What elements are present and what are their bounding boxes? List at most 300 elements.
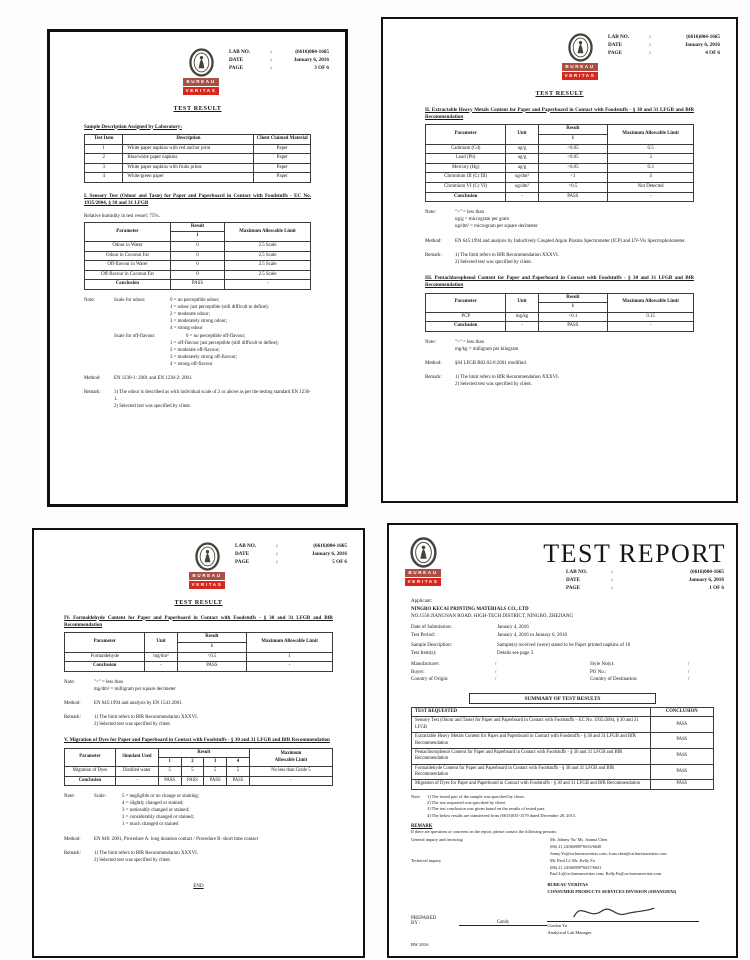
colon: :: [270, 57, 272, 64]
contact-technical-label: Technical inquiry: [411, 857, 442, 863]
scale-label: Scale:: [94, 794, 106, 800]
lab-info: [566, 569, 726, 592]
applicant-block: [411, 598, 714, 621]
header-cell: Client Claimed Material: [254, 134, 311, 144]
cell: -: [506, 322, 538, 332]
cell: PASS: [538, 192, 608, 202]
cell: 0: [170, 270, 224, 280]
remark-block: [64, 714, 333, 728]
info-label: Date of Submission:: [411, 624, 452, 630]
header-cell: Parameter: [426, 125, 506, 144]
cell: <0.5: [177, 652, 247, 662]
page-value: 3 OF 6: [314, 65, 329, 72]
cell: <0.05: [538, 163, 608, 173]
cell: PASS: [181, 776, 204, 785]
method-block: [425, 238, 694, 245]
table-row: [85, 154, 311, 164]
note-line: ug/dm² = microgram per square decimeter: [455, 224, 538, 230]
cell: -: [506, 192, 538, 202]
logo-bureau-box: BUREAU: [183, 78, 219, 86]
logo-veritas-box: VERITAS: [562, 72, 598, 80]
cell: ug/dm²: [506, 173, 538, 183]
scale-line: 0 = no perceptible odour;: [170, 298, 220, 303]
cell: White paper napkins with fruits prints: [123, 163, 254, 173]
header-cell: 1: [170, 232, 224, 242]
header-cell: Description: [123, 134, 254, 144]
note-block: [64, 679, 333, 693]
note-line: mg/kg = milligram per kilogram: [455, 347, 519, 353]
doc-code: RW 2016: [411, 942, 429, 948]
table-row: [412, 780, 714, 789]
signature-area: [411, 882, 714, 947]
remark-body: [455, 252, 694, 266]
offflavour-scale: [114, 333, 311, 369]
remark-label: Remark:: [425, 375, 442, 381]
note-block: [425, 209, 694, 230]
table-row: [426, 144, 694, 154]
scale-line: 3 = moderately strong odour;: [170, 319, 228, 325]
table-row: [426, 312, 694, 322]
method-block: [84, 375, 311, 382]
contact-line: Mr. Paul Li/ Ms. Kelly Fu: [549, 857, 595, 863]
colon: :: [611, 569, 613, 575]
cell: 0: [170, 261, 224, 271]
cell: Paper: [254, 173, 311, 183]
note-block: [411, 794, 714, 820]
method-block: [64, 836, 333, 843]
scale-line: 4 = slightly changed or stained;: [122, 801, 184, 807]
page-value: 5 OF 6: [332, 559, 347, 566]
cell: Blue/white paper napkins: [123, 154, 254, 164]
date-label: DATE: [566, 576, 581, 583]
bureau-veritas-emblem: [189, 48, 214, 77]
page-body: [383, 90, 736, 389]
conclusion-row: [85, 280, 311, 290]
cell: PASS: [170, 280, 224, 290]
table-header-row: [85, 222, 311, 232]
date-label: DATE: [608, 42, 623, 49]
section-5-heading: V. Migration of Dyes for Paper and Paperboard in Contact with Foodstuffs - § 30 and 31 LFGB and BfR Recommendation: [64, 737, 330, 744]
cell: mg/dm²: [145, 652, 177, 662]
report-page-5of6: [32, 528, 365, 958]
scale-line: 3 = noticeably changed or stained;: [122, 808, 190, 814]
header-cell: Result: [538, 293, 608, 303]
remark-line: 1) The limit refers to BfR Recommendation XXXVI.: [94, 850, 198, 856]
prepared-by-row: [411, 916, 547, 926]
colon: :: [649, 42, 651, 49]
page-title: TEST RESULT: [174, 598, 223, 606]
pair-value: /: [495, 669, 497, 675]
contact-line: Mr. Johnny Yu/ Ms. Joanna Chen: [549, 837, 608, 843]
header-cell: CONCLUSION: [650, 708, 713, 717]
cell: <0.5: [538, 182, 608, 192]
page-header: [389, 525, 736, 592]
heavy-metals-table: [425, 124, 694, 202]
note-label: Note:: [84, 298, 95, 303]
cell: 5: [204, 767, 227, 776]
cell: 3: [608, 154, 694, 164]
cell: Off-flavour in Water: [85, 261, 171, 271]
submission-info: [411, 624, 714, 640]
cell: -: [249, 776, 332, 785]
date-row: [566, 577, 724, 585]
method-label: Method:: [425, 361, 442, 367]
cell: Chromium VI (Cr VI): [426, 182, 506, 192]
lab-no-row: [608, 33, 720, 41]
table-row: [65, 767, 333, 776]
logo-veritas-box: VERITAS: [183, 87, 219, 95]
dye-scale: [94, 793, 333, 829]
note-block: [64, 793, 333, 829]
cell: Formaldehyde Content for Paper and Paperboard in Contact with Foodstuffs - § 30 and 31 LFGB and BfR Recommendation: [412, 764, 651, 780]
cell: PASS: [650, 733, 713, 749]
date-value: January 6, 2016: [293, 57, 329, 64]
pair-value: /: [688, 661, 690, 667]
header-cell: 1: [158, 758, 181, 767]
cell: PASS: [538, 322, 608, 332]
scale-line: 4 = strong odour: [170, 326, 203, 332]
colon: :: [270, 65, 272, 72]
cell: PASS: [650, 748, 713, 764]
remark-label: Remark:: [84, 390, 101, 396]
header-cell: 1: [177, 642, 247, 652]
table-header-row: [65, 633, 333, 643]
header-cell: Parameter: [65, 633, 145, 652]
bureau-veritas-logo: [189, 542, 225, 589]
cell: 5: [181, 767, 204, 776]
applicant-label: Applicant:: [411, 599, 433, 605]
remark-line: 1) The odour is described as with individual scale of 2 or above as per the testing standard EN 1230-1.: [114, 390, 311, 403]
cell: <0.05: [538, 144, 608, 154]
pair-value: /: [688, 669, 690, 675]
scale-line: 5 = negligible or no change or staining;: [122, 794, 200, 800]
contact-general-label: General inquiry and invoicing: [411, 837, 463, 843]
lab-no-row: [566, 569, 724, 577]
colon: :: [649, 50, 651, 57]
date-row: [235, 550, 347, 558]
table-header-row: [412, 708, 714, 717]
header-cell: Result: [177, 633, 247, 643]
lab-no-label: LAB NO.: [235, 543, 257, 549]
bureau-veritas-logo: [405, 537, 441, 592]
cell: mg/kg: [506, 312, 538, 322]
sensory-result-table: [84, 222, 311, 290]
cell: ug/g: [506, 144, 538, 154]
method-text: EN 645:1994 and analysis by Inductively Coupled Argon Plasma Spectrometer (ICP) and UV-Vis Spectrophotometer.: [455, 238, 686, 244]
note-body: [427, 794, 714, 820]
section-3-heading: III. Pentachlorophenol Content for Paper and Paperboard in Contact with Foodstuffs - § 30 and 31 LFGB and BfR Recommendation: [425, 274, 694, 289]
remark-line: 2) Selected test was specified by client.: [455, 259, 533, 265]
cell: -: [608, 192, 694, 202]
bureau-veritas-emblem: [410, 537, 437, 568]
cell: Extractable Heavy Metals Content for Paper and Paperboard in Contact with Foodstuffs - § 30 and 31 LFGB and BfR Recommendation: [412, 733, 651, 749]
remark-line: 1) The limit refers to BfR Recommendation XXXVI.: [455, 375, 559, 381]
table-row: [85, 163, 311, 173]
date-value: January 6, 2016: [311, 551, 347, 558]
cell: 1: [85, 144, 123, 154]
header-cell: 1: [538, 303, 608, 313]
signer-block: [547, 882, 714, 947]
remark-body: [455, 374, 694, 388]
header-cell: Result: [158, 748, 249, 757]
pcp-table: [425, 293, 694, 332]
sample-info: [411, 642, 714, 658]
remark-label: Remark:: [64, 715, 81, 721]
division-line: BUREAU VERITAS: [547, 882, 588, 888]
cell: 2: [85, 154, 123, 164]
table-row: [85, 270, 311, 280]
cell: Paper: [254, 144, 311, 154]
remark-line: If there are questions or concerns on the report, please contact the following persons:: [411, 829, 558, 835]
cell: Migration of Dyes for Paper and Paperboard in Contact with Foodstuffs - § 30 and 31 LFGB and BfR Recommendation: [412, 780, 651, 789]
cell: Paper: [254, 163, 311, 173]
page-value: 4 OF 6: [705, 50, 720, 57]
cell: Off-flavour in Coconut Fat: [85, 270, 171, 280]
cell: 2.5 Scale: [225, 251, 311, 261]
cell: Conclusion: [426, 192, 506, 202]
header-cell: Result: [170, 222, 224, 232]
remark-line: 2) Selected test was specified by client.: [114, 404, 192, 410]
cell: Migration of Dyes: [65, 767, 116, 776]
remark-block: [425, 252, 694, 266]
logo-bureau-box: BUREAU: [189, 572, 225, 580]
cell: -: [225, 280, 311, 290]
method-text: EN 646: 2001, Procedure A: long duration contact / Procedure B: short time contact: [94, 836, 259, 842]
lab-no-row: [229, 48, 329, 56]
remark-line: 2) Selected test was specified by client.: [94, 857, 172, 863]
section-1-heading: I. Sensory Test (Odour and Taste) for Paper and Paperboard in Contact with Foodstuffs - EC No. 1935/2004, § 30 and 31 LFGB: [84, 192, 311, 207]
header-cell: Maximum Allowable Limit: [225, 222, 311, 241]
header-cell: Maximum Allowable Limit: [608, 125, 694, 144]
page-row: [229, 64, 329, 72]
colon: :: [276, 551, 278, 558]
cell: Chromium III (Cr III): [426, 173, 506, 183]
date-label: DATE: [229, 57, 244, 64]
method-block: [425, 360, 694, 367]
table-row: [426, 163, 694, 173]
info-label: Sample Description:: [411, 643, 452, 649]
trade-info: [411, 661, 714, 684]
date-row: [229, 56, 329, 64]
cell: Odour in Coconut Fat: [85, 251, 171, 261]
remark-line: 1) The limit refers to BfR Recommendation XXXVI.: [455, 252, 559, 258]
cell: Cadmium (Cd): [426, 144, 506, 154]
cell: ug/g: [506, 163, 538, 173]
table-header-row: [426, 125, 694, 135]
remark-body: [114, 389, 311, 410]
page-body: [34, 599, 363, 889]
note-label: Note:: [411, 793, 421, 799]
pair-label: PO No.:: [590, 669, 607, 675]
header-cell: Maximum Allowable Limit: [247, 633, 333, 652]
date-label: DATE: [235, 551, 250, 558]
sample-description-table: [84, 134, 311, 183]
logo-veritas-box: VERITAS: [405, 578, 441, 586]
page-label: PAGE: [608, 50, 623, 57]
colon: :: [276, 559, 278, 566]
cell: 0.5: [608, 144, 694, 154]
pair-row: [411, 661, 714, 669]
table-row: [412, 733, 714, 749]
remark-line: 1) The limit refers to BfR Recommendation XXXVI.: [94, 715, 198, 721]
info-value: Sample(s) received (were) stated to be Paper printed napkins of 16: [497, 643, 631, 649]
contacts-block: [411, 837, 714, 878]
info-row: [411, 650, 714, 658]
contact-general-lines: [550, 837, 714, 858]
prepared-by-name: Candy: [459, 920, 548, 926]
cell: ug/dm²: [506, 182, 538, 192]
cell: PASS: [204, 776, 227, 785]
pair-label: Country of Origin:: [411, 677, 449, 683]
contact-line: (86) 21 24166888*6037/6841: [549, 864, 602, 870]
info-row: [411, 632, 714, 640]
cell: 2.5 Scale: [225, 241, 311, 251]
header-cell: Unit: [506, 125, 538, 144]
header-cell: Test Item: [85, 134, 123, 144]
cell: 3: [85, 163, 123, 173]
lab-info: [229, 48, 329, 72]
cell: 5: [158, 767, 181, 776]
note-body: [455, 339, 694, 353]
division-line: CONSUMER PRODUCTS SERVICES DIVISION (SHANGHAI): [547, 889, 677, 895]
summary-title: SUMMARY OF TEST RESULTS: [469, 693, 657, 704]
method-text: §64 LFGB B82.02-8:2001 modified.: [455, 361, 527, 367]
method-label: Method:: [64, 836, 81, 842]
header-cell: Parameter: [85, 222, 171, 241]
contact-technical-lines: [550, 858, 714, 879]
applicant-name: NINGBO KECAI PRINTING MATERIALS CO., LTD: [411, 606, 529, 612]
note-label: Note:: [64, 679, 75, 685]
signer-name: Gordon Yu: [547, 923, 568, 929]
table-row: [85, 241, 311, 251]
pair-row: [411, 676, 714, 684]
remark-label: Remark:: [425, 252, 442, 258]
method-text: EN 1230-1: 2001 and EN 1230-2: 2001.: [114, 376, 193, 382]
note-line: mg/dm² = milligram per square decimeter: [94, 686, 176, 692]
cell: Odour in Water: [85, 241, 171, 251]
lab-no-value: (6616)004-1665: [295, 49, 329, 55]
pair-row: [411, 669, 714, 677]
table-row: [85, 144, 311, 154]
header-cell: 2: [181, 758, 204, 767]
report-page-3of6: [47, 29, 348, 507]
note-block: [84, 297, 311, 368]
colon: :: [611, 584, 613, 591]
header-right: [441, 535, 726, 592]
remark-body: [94, 850, 333, 864]
cell: 0.3: [608, 163, 694, 173]
info-value: January 4, 2016: [497, 624, 529, 630]
header-cell: 4: [227, 758, 250, 767]
cell: 0: [170, 241, 224, 251]
scale-line: 0 = no perceptible off-flavour;: [186, 333, 246, 339]
pair-label: Style No(s):: [590, 661, 615, 667]
cell: 2.5 Scale: [225, 270, 311, 280]
note-label: Note:: [425, 340, 436, 346]
remark-block: [425, 374, 694, 388]
method-label: Method:: [425, 238, 442, 244]
note-body: [455, 209, 694, 230]
page-row: [235, 558, 347, 566]
signer-identity: [547, 922, 714, 937]
remark-label: Remark:: [64, 850, 81, 856]
cell: PASS: [158, 776, 181, 785]
bureau-veritas-logo: [183, 48, 219, 95]
cell: White/green paper: [123, 173, 254, 183]
bureau-veritas-emblem: [195, 542, 220, 571]
table-row: [426, 173, 694, 183]
odour-scale-label: Scale for odour:: [114, 298, 146, 303]
sample-description-heading: Sample Description Assigned by Laboratory:: [84, 123, 182, 130]
table-row: [85, 261, 311, 271]
pair-label: Country of Destination:: [590, 677, 638, 683]
conclusion-row: [65, 776, 333, 785]
cell: Conclusion: [65, 776, 116, 785]
scale-line: 2 = moderate odour;: [170, 312, 210, 318]
page-title: TEST RESULT: [535, 89, 584, 97]
lab-info: [608, 33, 720, 57]
page-header: [50, 32, 345, 95]
cell: PCP: [426, 312, 506, 322]
division-block: [547, 882, 714, 896]
bureau-veritas-logo: [562, 33, 598, 80]
header-cell: 3: [204, 758, 227, 767]
report-title: TEST REPORT: [543, 539, 726, 568]
page-header: [34, 530, 363, 589]
header-cell: Parameter: [426, 293, 506, 312]
table-row: [412, 764, 714, 780]
table-row: [412, 717, 714, 733]
date-row: [608, 41, 720, 49]
date-value: January 6, 2016: [688, 576, 724, 583]
table-row: [85, 173, 311, 183]
cell: ug/g: [506, 154, 538, 164]
cell: Mercury (Hg): [426, 163, 506, 173]
cell: Conclusion: [426, 322, 506, 332]
method-block: [64, 700, 333, 707]
contact-line: Paul.Li@cn.bureauveritas.com; Kelly.Fu@cn.bureauveritas.com: [549, 871, 662, 877]
note-body: [94, 679, 333, 693]
colon: :: [649, 34, 651, 40]
header-cell: Result: [538, 125, 608, 135]
report-page-1of6: [387, 523, 738, 958]
note-line: 2) The test requested was specified by client.: [427, 799, 506, 805]
cell: Formaldehyde: [65, 652, 145, 662]
pair-value: /: [688, 677, 690, 683]
page-label: PAGE: [235, 559, 250, 566]
remark-line: 2) Selected test was specified by client.: [455, 382, 533, 388]
header-cell: Unit: [506, 293, 538, 312]
cell: 0: [170, 251, 224, 261]
date-value: January 6, 2016: [684, 42, 720, 49]
conclusion-row: [426, 322, 694, 332]
lab-no-label: LAB NO.: [229, 49, 251, 55]
cell: PASS: [227, 776, 250, 785]
remark-line: 2) Selected test was specified by client.: [94, 722, 172, 728]
method-label: Method:: [64, 700, 81, 706]
cell: Conclusion: [65, 662, 145, 672]
info-row: [411, 624, 714, 632]
lab-no-value: (6616)004-1665: [690, 569, 724, 575]
page-body: [389, 598, 736, 947]
cell: PASS: [650, 717, 713, 733]
lab-no-label: LAB NO.: [566, 569, 588, 575]
logo-veritas-box: VERITAS: [189, 581, 225, 589]
dyes-migration-table: [64, 748, 333, 786]
scale-line: 1 = odour just perceptible (still difficult to define);: [170, 305, 269, 311]
cell: 5: [227, 767, 250, 776]
note-label: Note:: [425, 210, 436, 216]
